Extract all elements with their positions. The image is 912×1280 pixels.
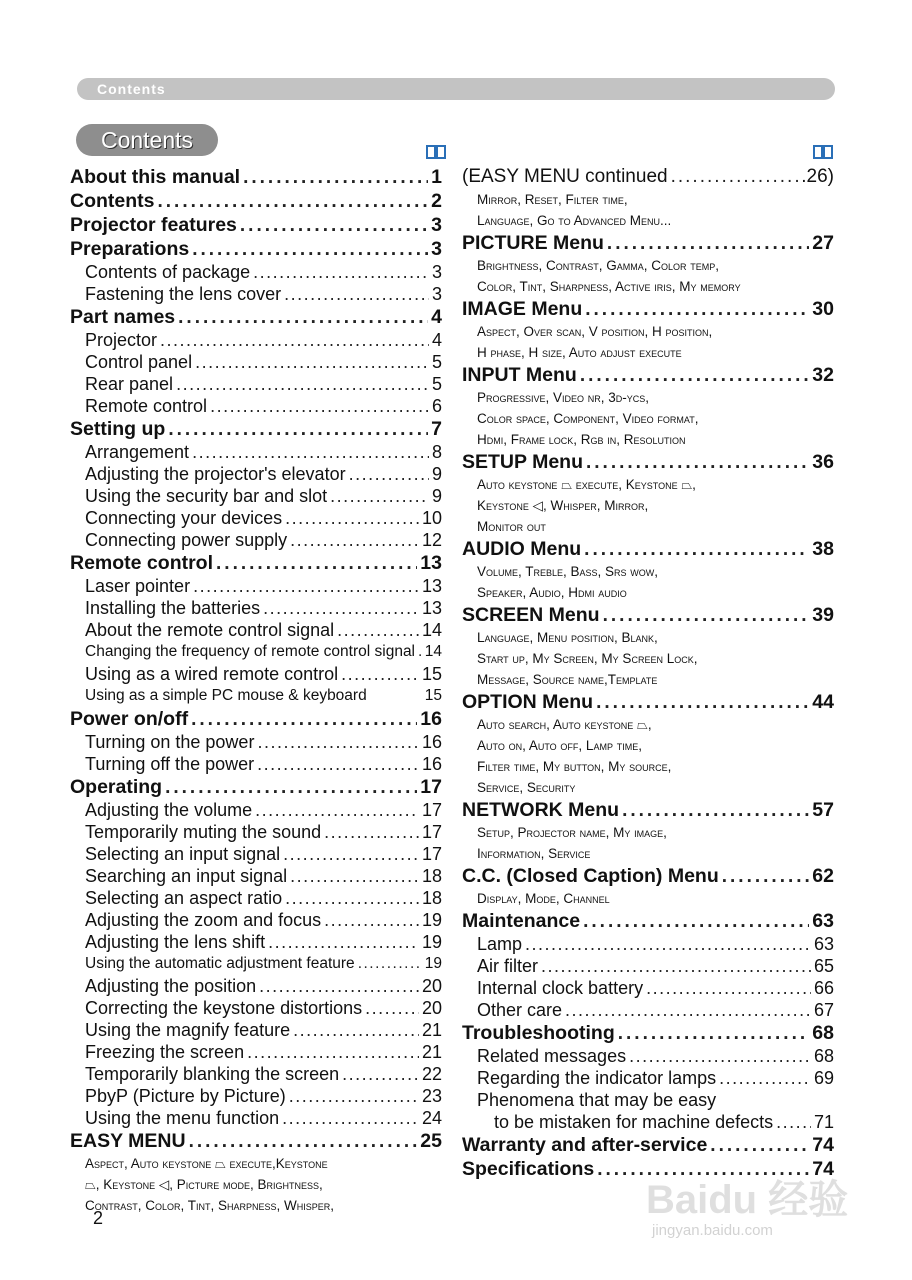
toc-entry-title: Contents [70,190,155,212]
toc-entry[interactable] [70,663,442,685]
leader-dots [191,708,417,731]
watermark-url: jingyan.baidu.com [652,1222,773,1239]
leader-dots [293,1019,419,1041]
leader-dots [349,463,429,485]
toc-entry-page: 30 [812,298,834,320]
leader-dots [629,1045,811,1067]
toc-section[interactable] [70,707,442,731]
leader-dots [290,529,419,551]
toc-description: Color, Tint, Sharpness, Active iris, My memory [477,279,741,294]
leader-dots [330,485,429,507]
toc-entry[interactable] [70,441,442,463]
leader-dots [257,731,419,753]
leader-dots [584,538,809,561]
toc-entry-page: 57 [812,799,834,821]
leader-dots [583,910,809,933]
toc-entry-title: Lamp [477,934,523,954]
toc-section[interactable] [70,775,442,799]
toc-entry-title: PbyP (Picture by Picture) [85,1086,286,1106]
toc-entry-title: PICTURE Menu [462,232,604,254]
leader-dots [165,776,417,799]
toc-entry-page: 16 [420,708,442,730]
toc-entry-page: 32 [812,364,834,386]
toc-entry-page: 2 [431,190,442,212]
toc-entry-page: 12 [421,530,442,550]
leader-dots [285,887,419,909]
toc-entry-title: Arrangement [85,442,190,462]
toc-entry-title: Air filter [477,956,539,976]
toc-section[interactable] [70,417,442,441]
leader-dots [622,799,809,822]
header-label: Contents [97,81,166,97]
leader-dots [618,1022,810,1045]
toc-entry-title: Using the security bar and slot [85,486,328,506]
toc-entry-title: Related messages [477,1046,627,1066]
toc-section[interactable] [462,798,834,822]
toc-entry-page: 24 [421,1108,442,1128]
leader-dots [596,691,809,714]
toc-entry-title: Maintenance [462,910,581,932]
toc-entry[interactable] [462,999,834,1021]
toc-entry[interactable] [70,1041,442,1063]
toc-entry-page: 3 [431,214,442,236]
leader-dots [193,575,419,597]
toc-entry-title: Freezing the screen [85,1042,245,1062]
toc-entry-page: 3 [431,238,442,260]
toc-entry-page: 3 [431,284,442,304]
toc-entry[interactable] [462,1045,834,1067]
toc-entry-page: 20 [421,976,442,996]
toc-entry-page: 21 [421,1042,442,1062]
toc-section[interactable] [70,551,442,575]
toc-entry-title: OPTION Menu [462,691,594,713]
toc-section[interactable] [462,1021,834,1045]
toc-entry-page: 5 [431,374,442,394]
toc-entry-page: 9 [431,464,442,484]
leader-dots [192,238,428,261]
toc-description: Volume, Treble, Bass, Srs wow, [477,564,659,579]
toc-entry-title: C.C. (Closed Caption) Menu [462,865,719,887]
toc-description: Setup, Projector name, My image, [477,825,667,840]
toc-entry[interactable] [70,463,442,485]
toc-entry[interactable] [462,165,834,189]
leader-dots [160,329,429,351]
toc-entry-page: 5 [431,352,442,372]
toc-entry[interactable] [70,395,442,417]
toc-entry-title: to be mistaken for machine defects [494,1112,774,1132]
toc-description: Auto search, Auto keystone ⏢, [477,717,652,732]
toc-entry[interactable] [462,977,834,999]
toc-entry[interactable] [70,731,442,753]
page-title: Contents [76,124,218,156]
leader-dots [586,451,809,474]
toc-entry[interactable] [70,843,442,865]
toc-entry-title: Setting up [70,418,166,440]
toc-entry-page: 8 [431,442,442,462]
leader-dots [178,306,428,329]
leader-dots [358,953,422,975]
toc-entry-page: 18 [421,888,442,908]
toc-entry-title: Searching an input signal [85,866,288,886]
toc-entry-page: .26) [801,166,834,187]
toc-description: Language, Menu position, Blank, [477,630,658,645]
toc-entry-page: 38 [812,538,834,560]
book-icon [426,145,446,159]
toc-description: Progressive, Video nr, 3d-ycs, [477,390,650,405]
toc-entry[interactable] [70,887,442,909]
toc-entry-title: Selecting an aspect ratio [85,888,283,908]
leader-dots [580,364,809,387]
toc-section[interactable] [462,231,834,255]
toc-entry-page: 14 [421,620,442,640]
toc-entry-title: Adjusting the volume [85,800,253,820]
toc-entry-title: Warranty and after-service [462,1134,708,1156]
toc-entry[interactable] [70,1019,442,1041]
toc-entry-page: 23 [421,1086,442,1106]
toc-entry-title: Remote control [85,396,208,416]
leader-dots [525,933,811,955]
toc-entry-title: Using as a simple PC mouse & keyboard [85,687,367,704]
toc-section[interactable] [462,690,834,714]
toc-entry[interactable] [70,619,442,641]
toc-entry-page: 13 [420,552,442,574]
toc-entry-page: 3 [431,262,442,282]
toc-description: Monitor out [477,519,546,534]
toc-entry-title: EASY MENU [70,1130,186,1152]
leader-dots [776,1111,811,1133]
toc-entry[interactable] [70,485,442,507]
leader-dots [365,997,419,1019]
toc-entry-page: 68 [812,1022,834,1044]
leader-dots [216,552,417,575]
toc-entry-title: Turning off the power [85,754,255,774]
toc-section[interactable] [462,603,834,627]
toc-entry-page: 10 [421,508,442,528]
toc-entry-title: Remote control [70,552,214,574]
toc-entry-page: 63 [813,934,834,954]
toc-entry-page: 15 [421,664,442,684]
toc-description: Auto on, Auto off, Lamp time, [477,738,642,753]
leader-dots [541,955,811,977]
toc-left-column [70,165,442,1216]
toc-entry-page: 18 [421,866,442,886]
leader-dots [255,799,419,821]
toc-entry-page: 69 [813,1068,834,1088]
toc-section[interactable] [70,213,442,237]
toc-entry[interactable] [70,685,442,707]
leader-dots [565,999,811,1021]
toc-section[interactable] [70,1129,442,1153]
toc-entry-title: Temporarily muting the sound [85,822,322,842]
toc-description: Aspect, Over scan, V position, H position, [477,324,713,339]
toc-section[interactable] [70,189,442,213]
toc-entry-page: 20 [421,998,442,1018]
toc-entry-page: 13 [421,576,442,596]
toc-entry-title: Regarding the indicator lamps [477,1068,717,1088]
leader-dots [342,1063,419,1085]
leader-dots [192,441,429,463]
toc-entry[interactable] [70,575,442,597]
leader-dots [646,977,811,999]
toc-description: Aspect, Auto keystone ⏢ execute,Keystone [85,1156,328,1171]
toc-entry-title: Correcting the keystone distortions [85,998,363,1018]
toc-entry-page: 19 [421,910,442,930]
toc-section[interactable] [462,537,834,561]
toc-entry-page: 71 [813,1112,834,1132]
toc-entry[interactable] [70,507,442,529]
toc-entry-title: Specifications [462,1158,595,1180]
toc-entry-title: AUDIO Menu [462,538,582,560]
toc-entry-title: Phenomena that may be easy [477,1090,717,1110]
toc-entry-title: Contents of package [85,262,251,282]
toc-entry-title: Adjusting the position [85,976,257,996]
leader-dots [257,753,419,775]
toc-description: Mirror, Reset, Filter time, [477,192,628,207]
toc-description: Speaker, Audio, Hdmi audio [477,585,627,600]
toc-entry[interactable] [70,931,442,953]
toc-entry-page: 7 [431,418,442,440]
leader-dots [210,395,429,417]
toc-entry-page: 27 [812,232,834,254]
toc-entry-title: SCREEN Menu [462,604,600,626]
toc-entry-page: 39 [812,604,834,626]
toc-description: Color space, Component, Video format, [477,411,699,426]
toc-section[interactable] [462,297,834,321]
toc-entry-title: Installing the batteries [85,598,261,618]
toc-entry-page: 21 [421,1020,442,1040]
toc-entry-title: (EASY MENU continued [462,166,668,187]
toc-description: Contrast, Color, Tint, Sharpness, Whisper, [85,1198,335,1213]
toc-entry-title: Adjusting the projector's elevator [85,464,346,484]
leader-dots [168,418,428,441]
leader-dots [283,843,419,865]
toc-section[interactable] [462,450,834,474]
toc-entry[interactable] [70,799,442,821]
toc-entry[interactable] [70,753,442,775]
toc-entry[interactable] [462,1089,834,1111]
toc-description: ⏢, Keystone ◁, Picture mode, Brightness, [85,1177,323,1192]
toc-entry-title: Fastening the lens cover [85,284,282,304]
toc-entry[interactable] [70,373,442,395]
toc-entry-page: 4 [431,330,442,350]
toc-entry[interactable] [70,641,442,663]
toc-entry[interactable] [70,909,442,931]
toc-entry-page: 67 [813,1000,834,1020]
toc-entry[interactable] [70,821,442,843]
toc-entry-title: Rear panel [85,374,174,394]
leader-dots [263,597,419,619]
leader-dots [722,865,810,888]
toc-entry-title: INPUT Menu [462,364,577,386]
toc-entry[interactable] [70,953,442,975]
toc-entry[interactable] [70,597,442,619]
leader-dots [189,1130,418,1153]
toc-entry-page: 36 [812,451,834,473]
toc-entry-page: 66 [813,978,834,998]
toc-description: Brightness, Contrast, Gamma, Color temp, [477,258,720,273]
leader-dots [418,641,422,663]
leader-dots [284,283,429,305]
toc-description: Start up, My Screen, My Screen Lock, [477,651,698,666]
toc-entry-title: Operating [70,776,163,798]
toc-entry[interactable] [70,975,442,997]
toc-description: Service, Security [477,780,576,795]
toc-description: Auto keystone ⏢ execute, Keystone ⏢, [477,477,696,492]
toc-entry-page: 17 [421,822,442,842]
toc-entry-title: Using the automatic adjustment feature [85,955,355,972]
page-number: 2 [93,1208,104,1228]
toc-entry-title: Using the menu function [85,1108,280,1128]
toc-entry[interactable] [70,351,442,373]
toc-entry-page: 62 [812,865,834,887]
leader-dots [282,1107,419,1129]
toc-entry[interactable] [462,1067,834,1089]
toc-entry-page: 13 [421,598,442,618]
toc-entry-title: Laser pointer [85,576,191,596]
leader-dots [195,351,429,373]
leader-dots [268,931,419,953]
toc-entry-page: 63 [812,910,834,932]
book-icon [813,145,833,159]
toc-entry-page: 4 [431,306,442,328]
toc-entry[interactable] [70,865,442,887]
leader-dots [247,1041,419,1063]
toc-entry-page: 17 [420,776,442,798]
toc-entry[interactable] [70,529,442,551]
toc-entry-page: 65 [813,956,834,976]
toc-section[interactable] [70,165,442,189]
toc-entry-title: Connecting your devices [85,508,283,528]
toc-entry[interactable] [462,1111,834,1133]
toc-entry-title: IMAGE Menu [462,298,583,320]
toc-entry-page: 15 [424,687,442,704]
toc-entry-title: NETWORK Menu [462,799,620,821]
toc-entry[interactable] [70,329,442,351]
toc-section[interactable] [462,363,834,387]
toc-section[interactable] [462,909,834,933]
toc-entry-title: SETUP Menu [462,451,583,473]
toc-entry-page: 16 [421,732,442,752]
toc-entry-title: Connecting power supply [85,530,288,550]
toc-description: Hdmi, Frame lock, Rgb in, Resolution [477,432,686,447]
toc-entry-page: 9 [431,486,442,506]
toc-entry-title: Projector [85,330,158,350]
toc-description: Filter time, My button, My source, [477,759,672,774]
toc-entry-page: 19 [424,955,442,972]
toc-entry-title: Internal clock battery [477,978,644,998]
toc-section[interactable] [462,864,834,888]
toc-entry-page: 17 [421,800,442,820]
toc-entry-title: Power on/off [70,708,189,730]
toc-entry-title: About this manual [70,166,241,188]
toc-entry-title: Using as a wired remote control [85,664,339,684]
toc-entry-page: 14 [424,643,442,660]
toc-entry[interactable] [70,261,442,283]
leader-dots [607,232,809,255]
toc-entry-page: 16 [421,754,442,774]
toc-entry-title: Temporarily blanking the screen [85,1064,340,1084]
leader-dots [719,1067,811,1089]
toc-description: Display, Mode, Channel [477,891,610,906]
leader-dots [337,619,419,641]
toc-entry-page: 68 [813,1046,834,1066]
leader-dots [240,214,428,237]
toc-entry-title: Preparations [70,238,190,260]
toc-entry-title: Other care [477,1000,563,1020]
toc-entry-page: 25 [420,1130,442,1152]
toc-entry-page: 19 [421,932,442,952]
toc-entry-page: 1 [431,166,442,188]
leader-dots [341,663,419,685]
toc-description: Information, Service [477,846,591,861]
toc-section[interactable] [70,305,442,329]
toc-entry-title: Using the magnify feature [85,1020,291,1040]
toc-right-column [462,165,834,1181]
toc-section[interactable] [462,1133,834,1157]
leader-dots [158,190,429,213]
leader-dots [285,507,419,529]
toc-entry[interactable] [70,1063,442,1085]
toc-entry-page: 6 [431,396,442,416]
toc-entry-title: Control panel [85,352,193,372]
toc-description: Message, Source name,Template [477,672,658,687]
leader-dots [253,261,429,283]
toc-entry-title: Selecting an input signal [85,844,281,864]
toc-entry[interactable] [462,955,834,977]
toc-entry-title: Adjusting the lens shift [85,932,266,952]
toc-entry[interactable] [70,1107,442,1129]
leader-dots [324,909,419,931]
leader-dots [710,1134,809,1157]
toc-entry-title: Troubleshooting [462,1022,615,1044]
leader-dots [290,865,419,887]
toc-entry-title: Changing the frequency of remote control signal [85,643,416,660]
toc-entry[interactable] [70,997,442,1019]
toc-entry-title: About the remote control signal [85,620,335,640]
header-bar [77,78,835,100]
toc-entry-page: 44 [812,691,834,713]
toc-entry-page: 22 [421,1064,442,1084]
leader-dots [671,165,799,189]
leader-dots [585,298,809,321]
toc-entry[interactable] [70,1085,442,1107]
toc-entry-title: Turning on the power [85,732,255,752]
leader-dots [243,166,428,189]
toc-description: Keystone ◁, Whisper, Mirror, [477,498,649,513]
toc-section[interactable] [70,237,442,261]
toc-description: Language, Go to Advanced Menu... [477,213,672,228]
toc-entry-page: 74 [812,1158,834,1180]
toc-entry-title: Part names [70,306,176,328]
toc-entry-title: Adjusting the zoom and focus [85,910,322,930]
toc-entry[interactable] [70,283,442,305]
watermark-logo: Baidu 经验 [646,1178,849,1222]
toc-entry-page: 17 [421,844,442,864]
leader-dots [324,821,419,843]
leader-dots [603,604,810,627]
toc-entry-page: 74 [812,1134,834,1156]
leader-dots [176,373,429,395]
toc-entry-title: Projector features [70,214,237,236]
toc-description: H phase, H size, Auto adjust execute [477,345,682,360]
leader-dots [259,975,419,997]
leader-dots [289,1085,419,1107]
toc-entry[interactable] [462,933,834,955]
